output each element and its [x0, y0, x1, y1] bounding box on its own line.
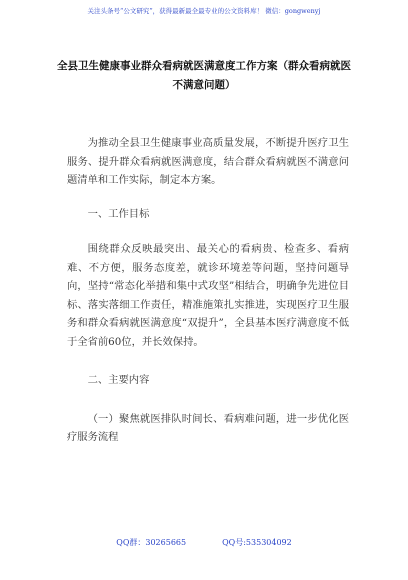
document-title: 全县卫生健康事业群众看病就医满意度工作方案（群众看病就医不满意问题）: [57, 60, 351, 91]
section-heading-goals: 一、工作目标: [87, 207, 150, 220]
footer-qq-number: QQ号:535304092: [222, 538, 292, 547]
top-banner: 关注头条号“公文研究”，获得最新最全最专业的公文资料库！ 微信：gongwenyj: [87, 7, 321, 15]
document-body: [67, 134, 349, 447]
footer: [0, 537, 408, 548]
section-heading-main-content: 二、主要内容: [87, 374, 150, 386]
footer-qq-group: QQ群：30265665: [116, 538, 187, 547]
goals-paragraph: 围绕群众反映最突出、最关心的看病贵、检查多、看病难、不方便，服务态度差，就诊环境差等问题，坚持问题导向，坚持“常态化举措和集中式攻坚”相结合，明确争先进位目标、落实落细工作责任，精准施策扎实推进，实现医疗卫生服务和群众看病就医满意度“双提升”，全县基本医疗满意度不低于全省前60位，并长效保持。: [67, 243, 349, 348]
subsection-heading-1: （一）聚焦就医排队时间长、看病难问题，进一步优化医疗服务流程: [67, 412, 349, 443]
intro-paragraph: 为推动全县卫生健康事业高质量发展，不断提升医疗卫生服务、提升群众看病就医满意度，结合群众看病就医不满意问题清单和工作实际，制定本方案。: [67, 137, 349, 186]
